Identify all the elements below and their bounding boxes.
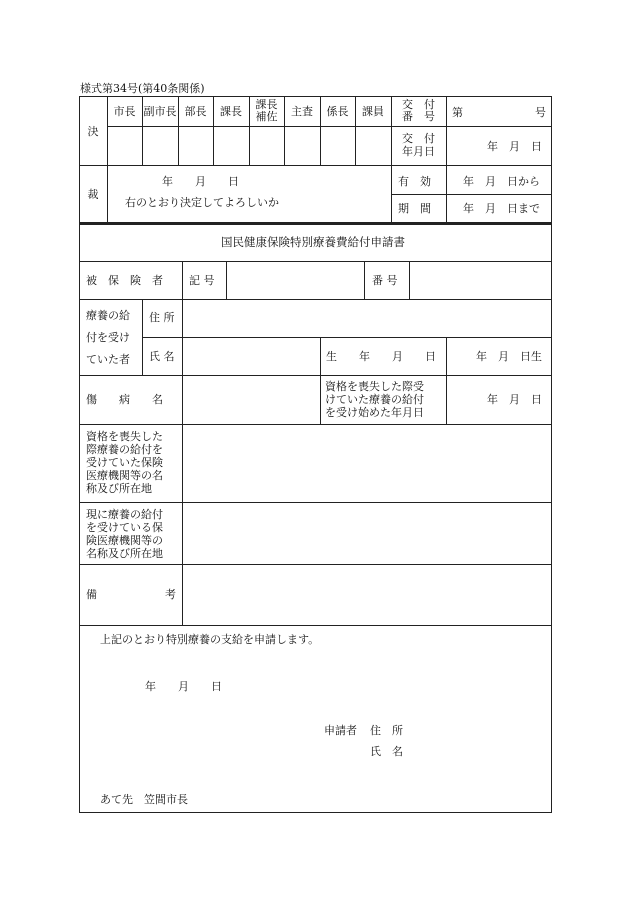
validity-label-line2: 期 間 — [398, 202, 431, 215]
lost-date-label-line1: 資格を喪失した際受 — [325, 380, 424, 393]
role-staff: 課員 — [362, 105, 384, 118]
stamp-box-section-chief[interactable] — [214, 127, 249, 165]
role-assistant-chief-line1: 課長 — [255, 97, 278, 111]
applicant-name-label: 氏 名 — [370, 745, 403, 758]
prev-institution-label-line4: 医療機関等の名 — [86, 469, 163, 482]
issue-number-label-line1: 交 付 — [402, 97, 435, 111]
stamp-box-assistant-chief[interactable] — [250, 127, 284, 165]
decision-date[interactable]: 年 月 日 — [162, 175, 239, 188]
remarks-label-left: 備 — [86, 588, 97, 601]
issue-date-label — [391, 126, 446, 165]
decision-question: 右のとおり決定してよろしいか — [125, 196, 279, 209]
form-id: 様式第34号(第40条関係) — [80, 82, 205, 95]
disease-field[interactable] — [183, 376, 320, 424]
current-institution-label-line3: 険医療機関等の — [86, 534, 163, 547]
recipient-label-line1: 療養の給 — [86, 309, 130, 322]
issue-date-value[interactable]: 年 月 日 — [487, 140, 542, 153]
issue-number-label — [391, 96, 446, 126]
current-institution-label-line4: 名称及び所在地 — [86, 547, 163, 560]
stamp-box-staff[interactable] — [356, 127, 391, 165]
role-department-head: 部長 — [184, 105, 207, 118]
applicant-address-label: 住 所 — [370, 724, 403, 737]
symbol-label: 記 号 — [189, 274, 215, 287]
prev-institution-label-line1: 資格を喪失した — [86, 430, 163, 443]
issue-date-label-line2: 年月日 — [402, 144, 435, 158]
remarks-label-right: 考 — [165, 588, 176, 601]
application-statement: 上記のとおり特別療養の支給を申請します。 — [100, 633, 320, 646]
insured-label: 被 保 険 者 — [86, 274, 163, 287]
stamp-box-deputy-mayor[interactable] — [143, 127, 178, 165]
current-institution-label-line1: 現に療養の給付 — [86, 508, 163, 521]
applicant-address-field[interactable] — [412, 720, 542, 738]
role-section-chief: 課長 — [220, 105, 242, 118]
stamp-box-department-head[interactable] — [179, 127, 213, 165]
addressee: あて先 笠間市長 — [100, 793, 188, 806]
remarks-field[interactable] — [183, 565, 551, 625]
lost-date-label-line3: を受け始めた年月日 — [325, 406, 424, 419]
role-mayor: 市長 — [113, 105, 136, 118]
recipient-label-line2: 付を受け — [86, 331, 130, 344]
prev-institution-label — [86, 430, 181, 495]
current-institution-label — [86, 508, 181, 560]
prev-institution-label-line3: 受けていた保険 — [86, 456, 163, 469]
name-label: 氏 名 — [149, 350, 175, 363]
prev-institution-field[interactable] — [183, 425, 551, 502]
issue-number-label-line2: 番 号 — [402, 110, 435, 123]
issue-number-prefix: 第 — [452, 106, 463, 119]
validity-to[interactable]: 年 月 日まで — [463, 202, 540, 215]
disease-label: 傷 病 名 — [86, 393, 163, 406]
role-assistant-chief — [249, 96, 284, 126]
number-label: 番 号 — [372, 274, 398, 287]
stamp-box-chief-clerk[interactable] — [285, 127, 320, 165]
birth-value[interactable]: 年 月 日生 — [476, 350, 542, 363]
address-label: 住 所 — [149, 311, 175, 324]
name-field[interactable] — [183, 338, 320, 375]
current-institution-label-line2: を受けている保 — [86, 521, 163, 534]
form-title: 国民健康保険特別療養費給付申請書 — [221, 235, 405, 249]
prev-institution-label-line5: 称及び所在地 — [86, 482, 152, 495]
recipient-label-line3: ていた者 — [86, 353, 130, 366]
lost-date-label-line2: けていた療養の給付 — [325, 393, 424, 406]
issue-number-field[interactable] — [464, 100, 532, 122]
current-institution-field[interactable] — [183, 503, 551, 564]
application-date[interactable]: 年 月 日 — [145, 680, 222, 693]
symbol-field[interactable] — [227, 262, 364, 299]
role-deputy-mayor: 副市長 — [143, 105, 177, 118]
validity-from[interactable]: 年 月 日から — [463, 175, 540, 188]
role-chief-clerk: 主査 — [291, 105, 313, 118]
stamp-box-mayor[interactable] — [108, 127, 142, 165]
decision-label-bottom: 裁 — [87, 188, 99, 201]
birth-label: 生 年 月 日 — [326, 350, 436, 363]
issue-number-suffix: 号 — [535, 106, 546, 119]
applicant-label: 申請者 — [324, 724, 357, 737]
role-assistant-chief-line2: 補佐 — [255, 110, 278, 123]
prev-institution-label-line2: 際療養の給付を — [86, 443, 163, 456]
issue-date-label-line1: 交 付 — [402, 132, 435, 146]
decision-label-top: 決 — [87, 124, 99, 138]
role-subsection-chief: 係長 — [326, 105, 349, 118]
number-field[interactable] — [410, 262, 551, 299]
address-field[interactable] — [183, 300, 551, 337]
applicant-name-field[interactable] — [412, 741, 542, 759]
validity-label-line1: 有 効 — [398, 175, 431, 188]
lost-date-value[interactable]: 年 月 日 — [487, 393, 542, 406]
stamp-box-subsection-chief[interactable] — [321, 127, 355, 165]
